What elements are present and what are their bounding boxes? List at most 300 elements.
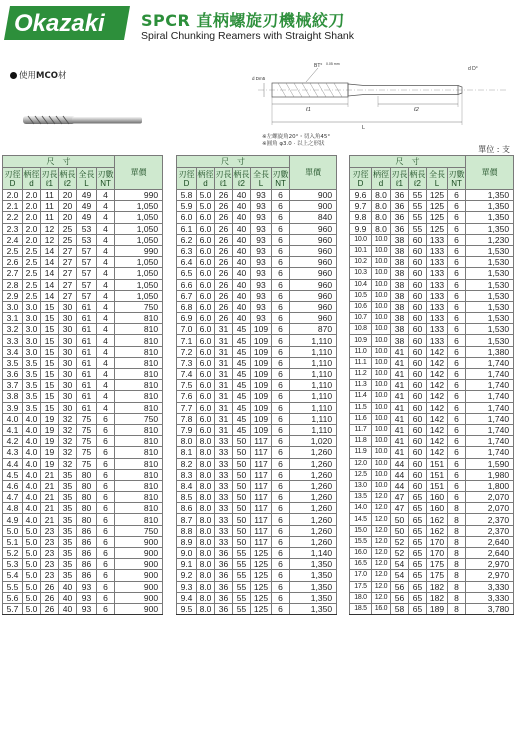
table-row: [350, 424, 514, 435]
size-cell: 50: [233, 469, 251, 480]
size-cell: 16.0: [350, 548, 372, 559]
size-cell: 50: [233, 436, 251, 447]
table-row: [177, 369, 337, 380]
size-cell: 4.0: [23, 413, 41, 424]
size-cell: 3.9: [3, 402, 23, 413]
size-cell: 6: [272, 603, 290, 614]
table-row: [177, 301, 337, 312]
size-cell: 5.0: [23, 581, 41, 592]
price-cell: 1,110: [290, 380, 337, 391]
table-row: [350, 570, 514, 581]
size-cell: 50: [233, 492, 251, 503]
size-cell: 6.9: [177, 313, 197, 324]
size-cell: 10.2: [350, 257, 372, 268]
size-cell: 11.2: [350, 369, 372, 380]
size-cell: 4: [97, 324, 115, 335]
price-cell: 1,110: [290, 335, 337, 346]
table-row: [350, 536, 514, 547]
size-cell: 9.5: [177, 603, 197, 614]
size-cell: 142: [427, 436, 448, 447]
table-row: [350, 548, 514, 559]
size-cell: 14: [41, 257, 59, 268]
price-cell: 990: [115, 245, 163, 256]
price-cell: 1,800: [466, 480, 514, 491]
column-header: [409, 168, 427, 190]
size-cell: 55: [409, 223, 427, 234]
size-cell: 40: [59, 592, 77, 603]
column-header-label: 刃數: [272, 169, 289, 179]
size-cell: 6: [448, 380, 466, 391]
size-cell: 15: [41, 313, 59, 324]
size-cell: 33: [215, 458, 233, 469]
size-cell: 38: [391, 234, 409, 245]
size-cell: 14.0: [350, 503, 372, 514]
size-cell: 9.9: [350, 223, 372, 234]
size-cell: 19: [41, 436, 59, 447]
size-cell: 65: [409, 503, 427, 514]
table-row: [177, 245, 337, 256]
column-header-symbol: ℓ1: [219, 178, 228, 188]
table-row: [177, 313, 337, 324]
size-cell: 61: [77, 324, 97, 335]
size-cell: 27: [59, 279, 77, 290]
price-cell: 900: [290, 201, 337, 212]
size-cell: 30: [59, 335, 77, 346]
size-cell: 12.0: [372, 492, 391, 503]
table-row: [3, 190, 163, 201]
table-row: [350, 458, 514, 469]
size-cell: 86: [77, 548, 97, 559]
size-cell: 30: [59, 380, 77, 391]
table-row: [177, 201, 337, 212]
size-cell: 142: [427, 413, 448, 424]
size-cell: 86: [77, 536, 97, 547]
table-row: [350, 279, 514, 290]
size-cell: 14: [41, 268, 59, 279]
price-cell: 1,740: [466, 391, 514, 402]
size-cell: 6: [272, 436, 290, 447]
size-cell: 18.0: [350, 592, 372, 603]
size-cell: 4: [97, 268, 115, 279]
size-cell: 21: [41, 469, 59, 480]
size-cell: 6: [97, 503, 115, 514]
size-cell: 10.0: [372, 290, 391, 301]
size-cell: 8.0: [197, 514, 215, 525]
size-cell: 6: [272, 346, 290, 357]
size-cell: 133: [427, 290, 448, 301]
size-cell: 14: [41, 245, 59, 256]
size-cell: 6: [97, 480, 115, 491]
price-cell: 1,350: [290, 581, 337, 592]
size-cell: 6: [272, 257, 290, 268]
size-cell: 6: [272, 480, 290, 491]
size-cell: 55: [409, 190, 427, 201]
size-cell: 10.0: [372, 279, 391, 290]
column-header-label: 柄長: [59, 169, 76, 179]
size-cell: 6.3: [177, 245, 197, 256]
table-row: [3, 603, 163, 614]
price-cell: 900: [115, 592, 163, 603]
size-cell: 2.7: [3, 268, 23, 279]
size-cell: 4.2: [3, 436, 23, 447]
price-cell: 810: [115, 391, 163, 402]
column-header-label: 全長: [429, 169, 445, 179]
size-header: 尺 寸: [350, 156, 466, 168]
size-cell: 33: [215, 492, 233, 503]
size-cell: 10.0: [372, 447, 391, 458]
size-cell: 6: [448, 201, 466, 212]
table-row: [350, 402, 514, 413]
size-cell: 40: [233, 201, 251, 212]
size-cell: 60: [409, 402, 427, 413]
size-cell: 23: [41, 525, 59, 536]
size-cell: 31: [215, 346, 233, 357]
size-cell: 6.0: [177, 212, 197, 223]
size-cell: 60: [409, 436, 427, 447]
price-cell: 1,740: [466, 380, 514, 391]
table-row: [3, 369, 163, 380]
price-cell: 810: [115, 335, 163, 346]
size-cell: 117: [251, 480, 272, 491]
price-cell: 3,330: [466, 592, 514, 603]
price-cell: 1,260: [290, 480, 337, 491]
drawing-label-l1: ℓ1: [306, 107, 311, 113]
price-cell: 1,350: [466, 201, 514, 212]
price-header: 單價: [466, 156, 514, 190]
size-cell: 3.0: [23, 324, 41, 335]
size-cell: 8.0: [197, 548, 215, 559]
size-cell: 142: [427, 346, 448, 357]
size-cell: 4.0: [23, 492, 41, 503]
size-cell: 8.0: [197, 447, 215, 458]
size-cell: 5.6: [3, 592, 23, 603]
column-header-label: 柄長: [409, 169, 426, 179]
size-cell: 6: [272, 559, 290, 570]
size-cell: 4.0: [23, 458, 41, 469]
table-row: [350, 480, 514, 491]
size-cell: 125: [427, 212, 448, 223]
size-cell: 47: [391, 503, 409, 514]
size-cell: 31: [215, 335, 233, 346]
size-cell: 54: [391, 570, 409, 581]
size-cell: 61: [77, 402, 97, 413]
size-cell: 109: [251, 324, 272, 335]
size-cell: 10.0: [372, 424, 391, 435]
drawing-label-total: L: [362, 125, 366, 131]
size-cell: 30: [59, 402, 77, 413]
size-cell: 117: [251, 458, 272, 469]
size-cell: 14: [41, 290, 59, 301]
size-cell: 9.2: [177, 570, 197, 581]
size-cell: 6: [448, 335, 466, 346]
table-row: [177, 402, 337, 413]
unit-label: 單位 : 支: [478, 145, 510, 154]
size-cell: 3.0: [23, 335, 41, 346]
size-cell: 26: [215, 212, 233, 223]
size-cell: 60: [409, 357, 427, 368]
size-cell: 6.0: [197, 369, 215, 380]
size-cell: 35: [59, 536, 77, 547]
price-cell: 960: [290, 301, 337, 312]
size-cell: 6: [97, 525, 115, 536]
table-row: [177, 436, 337, 447]
table-row: [177, 212, 337, 223]
size-cell: 55: [233, 592, 251, 603]
size-cell: 10.7: [350, 313, 372, 324]
table-row: [177, 492, 337, 503]
size-cell: 4.0: [23, 503, 41, 514]
size-cell: 60: [409, 313, 427, 324]
size-cell: 60: [409, 424, 427, 435]
size-cell: 6.8: [177, 301, 197, 312]
table-row: [3, 570, 163, 581]
size-cell: 3.5: [23, 402, 41, 413]
size-cell: 142: [427, 369, 448, 380]
price-cell: 1,740: [466, 402, 514, 413]
size-cell: 10.0: [372, 313, 391, 324]
price-cell: 870: [290, 324, 337, 335]
size-cell: 109: [251, 380, 272, 391]
size-cell: 10.0: [372, 369, 391, 380]
size-cell: 109: [251, 369, 272, 380]
size-cell: 6: [272, 324, 290, 335]
size-cell: 6.4: [177, 257, 197, 268]
size-cell: 6: [272, 570, 290, 581]
column-header: [23, 168, 41, 190]
table-row: [177, 592, 337, 603]
size-cell: 3.7: [3, 380, 23, 391]
size-cell: 6.0: [197, 234, 215, 245]
size-cell: 6.0: [197, 357, 215, 368]
size-cell: 36: [215, 559, 233, 570]
size-cell: 7.9: [177, 424, 197, 435]
column-header-label: 刃長: [41, 169, 58, 179]
size-cell: 142: [427, 380, 448, 391]
table-row: [177, 458, 337, 469]
table-row: [3, 279, 163, 290]
size-cell: 65: [409, 548, 427, 559]
size-cell: 4: [97, 245, 115, 256]
size-cell: 9.0: [177, 548, 197, 559]
price-cell: 810: [115, 313, 163, 324]
size-cell: 11.1: [350, 357, 372, 368]
table-row: [3, 480, 163, 491]
size-cell: 133: [427, 245, 448, 256]
size-cell: 6: [272, 369, 290, 380]
size-cell: 38: [391, 301, 409, 312]
size-cell: 31: [215, 380, 233, 391]
size-cell: 4: [97, 223, 115, 234]
size-cell: 7.1: [177, 335, 197, 346]
size-cell: 45: [233, 402, 251, 413]
size-cell: 15: [41, 402, 59, 413]
price-cell: 1,050: [115, 268, 163, 279]
size-cell: 40: [233, 279, 251, 290]
size-cell: 27: [59, 257, 77, 268]
size-cell: 10.0: [372, 335, 391, 346]
size-cell: 182: [427, 592, 448, 603]
size-cell: 40: [233, 313, 251, 324]
size-cell: 10.5: [350, 290, 372, 301]
size-cell: 4.1: [3, 424, 23, 435]
table-row: [177, 514, 337, 525]
size-cell: 8: [448, 548, 466, 559]
drawing-label-bt: BT°: [314, 63, 323, 69]
column-header: [233, 168, 251, 190]
size-cell: 133: [427, 301, 448, 312]
column-header-symbol: L: [434, 178, 440, 188]
size-cell: 109: [251, 413, 272, 424]
size-cell: 10.0: [372, 301, 391, 312]
size-cell: 55: [233, 548, 251, 559]
size-cell: 6: [272, 335, 290, 346]
size-cell: 8: [448, 559, 466, 570]
size-cell: 57: [77, 245, 97, 256]
column-header-label: 刃徑: [178, 169, 195, 179]
size-cell: 5.0: [197, 190, 215, 201]
price-cell: 960: [290, 290, 337, 301]
drawing-label-d2: d Dm5: [252, 76, 266, 81]
price-cell: 1,740: [466, 447, 514, 458]
price-cell: 810: [115, 402, 163, 413]
size-cell: 151: [427, 458, 448, 469]
table-row: [350, 268, 514, 279]
table-row: [177, 257, 337, 268]
size-cell: 21: [41, 492, 59, 503]
size-cell: 31: [215, 357, 233, 368]
price-cell: 900: [115, 536, 163, 547]
size-cell: 8.0: [372, 212, 391, 223]
size-cell: 6: [448, 313, 466, 324]
size-cell: 151: [427, 469, 448, 480]
size-cell: 4: [97, 301, 115, 312]
size-cell: 36: [391, 201, 409, 212]
size-cell: 30: [59, 369, 77, 380]
size-cell: 36: [391, 212, 409, 223]
table-row: [177, 346, 337, 357]
size-cell: 9.7: [350, 201, 372, 212]
size-cell: 93: [251, 212, 272, 223]
size-cell: 5.0: [3, 525, 23, 536]
price-cell: 1,530: [466, 335, 514, 346]
size-cell: 33: [215, 480, 233, 491]
price-cell: 1,530: [466, 301, 514, 312]
size-cell: 12.0: [372, 536, 391, 547]
size-cell: 142: [427, 357, 448, 368]
size-cell: 60: [409, 413, 427, 424]
size-cell: 32: [59, 447, 77, 458]
size-cell: 6.7: [177, 290, 197, 301]
size-cell: 33: [215, 525, 233, 536]
size-cell: 4.8: [3, 503, 23, 514]
size-cell: 8.0: [372, 223, 391, 234]
size-cell: 30: [59, 346, 77, 357]
size-cell: 93: [77, 592, 97, 603]
size-cell: 36: [391, 223, 409, 234]
size-cell: 6.0: [197, 313, 215, 324]
size-cell: 6: [272, 424, 290, 435]
price-cell: 2,370: [466, 514, 514, 525]
size-cell: 86: [77, 570, 97, 581]
size-cell: 10.0: [372, 469, 391, 480]
page-subtitle: Spiral Chunking Reamers with Straight Shank: [141, 30, 355, 42]
size-cell: 93: [251, 201, 272, 212]
size-cell: 5.8: [177, 190, 197, 201]
size-cell: 52: [391, 536, 409, 547]
size-cell: 117: [251, 436, 272, 447]
size-cell: 52: [391, 548, 409, 559]
size-cell: 41: [391, 357, 409, 368]
price-table-2: [176, 155, 337, 615]
size-cell: 133: [427, 324, 448, 335]
column-header-symbol: d: [203, 178, 208, 188]
size-cell: 5.0: [197, 201, 215, 212]
size-cell: 2.8: [3, 279, 23, 290]
size-cell: 33: [215, 447, 233, 458]
size-cell: 6: [97, 424, 115, 435]
price-cell: 1,740: [466, 413, 514, 424]
size-cell: 32: [59, 436, 77, 447]
size-cell: 61: [77, 391, 97, 402]
size-cell: 65: [409, 592, 427, 603]
table-row: [350, 234, 514, 245]
size-cell: 23: [41, 548, 59, 559]
size-cell: 4.0: [23, 469, 41, 480]
size-cell: 8.2: [177, 458, 197, 469]
size-cell: 6: [448, 290, 466, 301]
size-cell: 7.5: [177, 380, 197, 391]
size-cell: 25: [59, 223, 77, 234]
price-cell: 1,050: [115, 212, 163, 223]
size-cell: 8.0: [197, 581, 215, 592]
size-cell: 4: [97, 212, 115, 223]
column-header: [251, 168, 272, 190]
price-cell: 1,050: [115, 201, 163, 212]
size-cell: 10.0: [372, 268, 391, 279]
size-cell: 53: [77, 223, 97, 234]
size-cell: 60: [409, 279, 427, 290]
size-cell: 93: [251, 301, 272, 312]
size-cell: 3.2: [3, 324, 23, 335]
price-cell: 1,530: [466, 290, 514, 301]
size-cell: 109: [251, 424, 272, 435]
table-row: [3, 536, 163, 547]
note-line: ※圓角 φ3.0 · 以上之形狀: [262, 141, 325, 147]
size-cell: 3.5: [23, 380, 41, 391]
size-cell: 10.8: [350, 324, 372, 335]
size-cell: 31: [215, 424, 233, 435]
size-cell: 8.0: [197, 525, 215, 536]
size-cell: 25: [59, 234, 77, 245]
size-cell: 15: [41, 369, 59, 380]
size-cell: 19: [41, 447, 59, 458]
size-cell: 3.5: [23, 391, 41, 402]
size-cell: 40: [233, 234, 251, 245]
size-cell: 11: [41, 212, 59, 223]
column-header-symbol: ℓ2: [63, 178, 72, 188]
size-cell: 65: [409, 492, 427, 503]
column-header: [448, 168, 466, 190]
table-row: [350, 223, 514, 234]
price-cell: 2,970: [466, 570, 514, 581]
price-cell: 2,370: [466, 525, 514, 536]
size-cell: 57: [77, 268, 97, 279]
size-cell: 6: [448, 369, 466, 380]
size-cell: 93: [251, 245, 272, 256]
size-cell: 10.1: [350, 245, 372, 256]
size-cell: 40: [233, 257, 251, 268]
price-cell: 1,350: [466, 223, 514, 234]
